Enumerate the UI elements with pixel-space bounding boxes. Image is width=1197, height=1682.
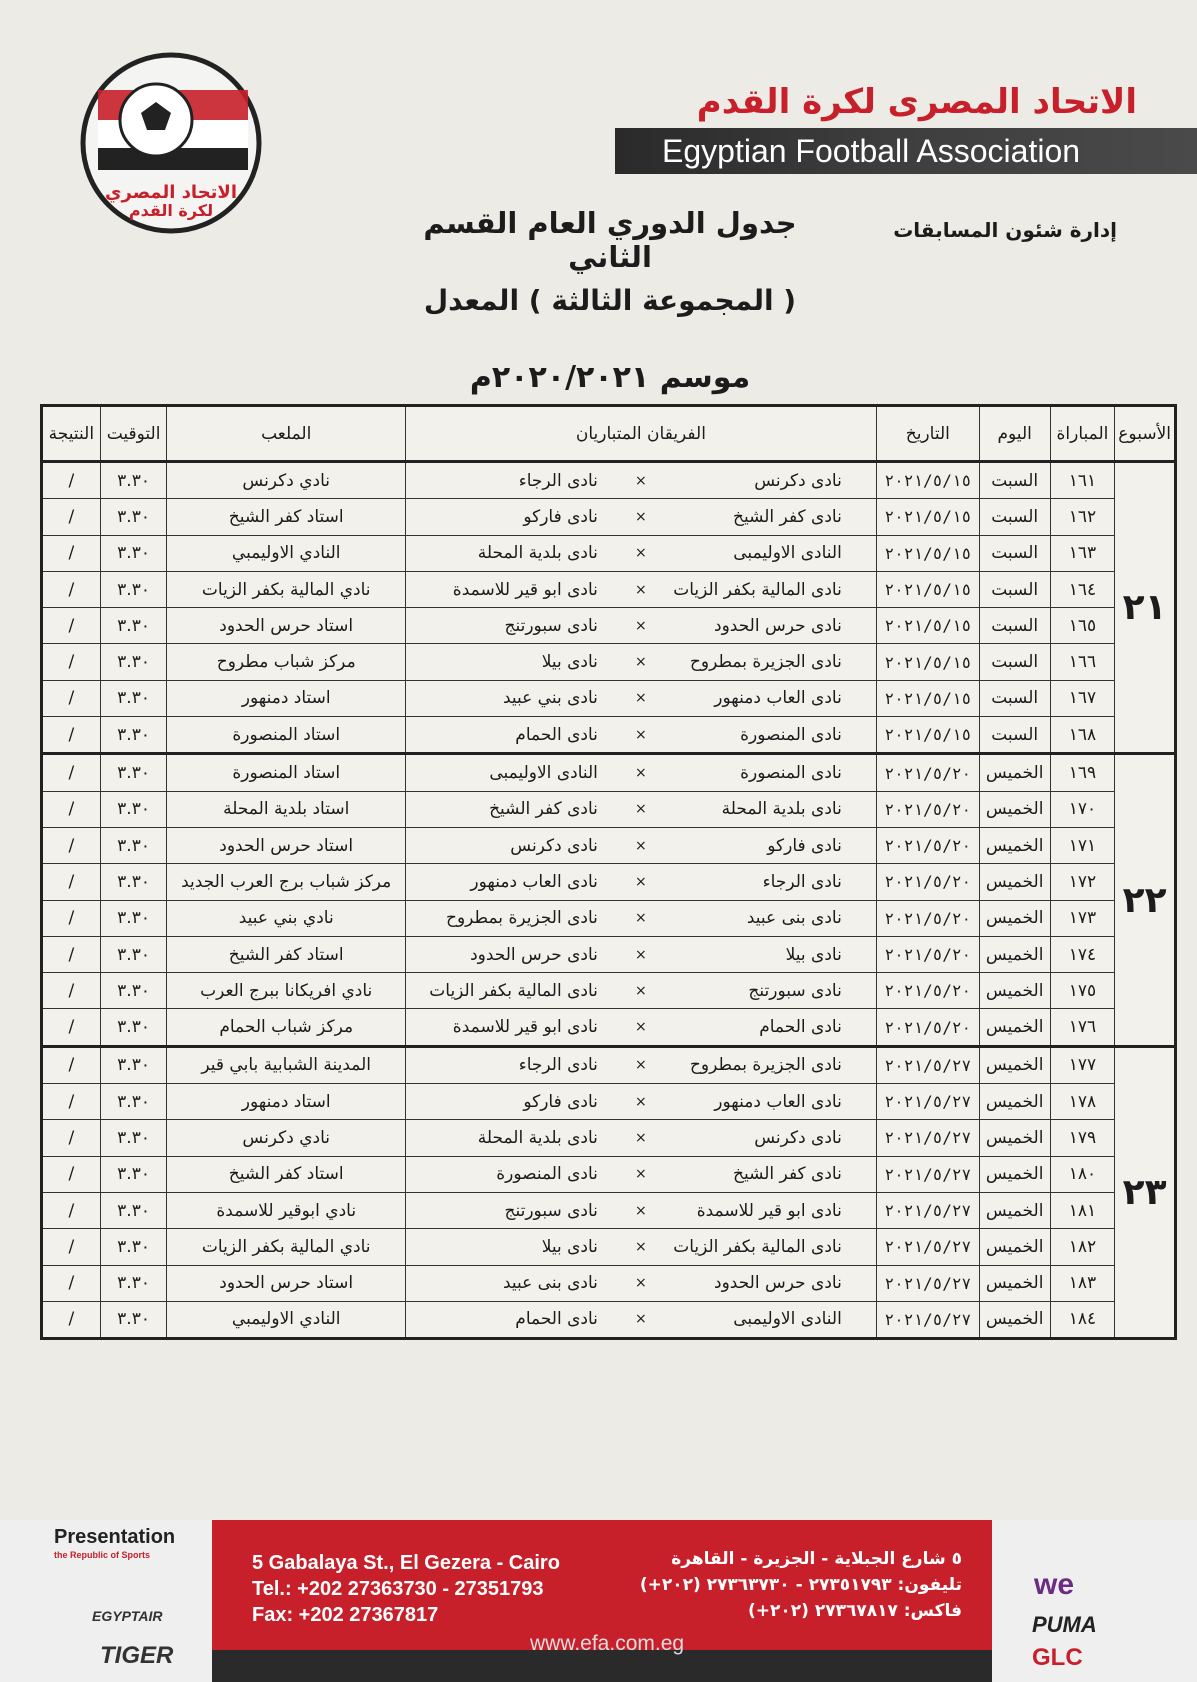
venue: نادي افريكانا ببرج العرب (167, 973, 406, 1009)
venue: نادي المالية بكفر الزيات (167, 1229, 406, 1265)
match-number: ١٨٣ (1050, 1265, 1115, 1301)
venue: استاد المنصورة (167, 754, 406, 791)
match-result: / (42, 717, 101, 754)
season-label: موسم ٢٠٢٠/٢٠٢١م (469, 360, 751, 395)
match-day: الخميس (979, 1192, 1050, 1228)
fax-en: Fax: +202 27367817 (252, 1604, 439, 1626)
match-day: الخميس (979, 1046, 1050, 1083)
col-teams: الفريقان المتباريان (405, 406, 876, 462)
venue: استاد كفر الشيخ (167, 499, 406, 535)
table-row (42, 791, 1176, 827)
away-team: نادى سبورتنج (405, 608, 631, 644)
match-day: السبت (979, 608, 1050, 644)
match-date: ٢٠٢١/٥/٢٠ (876, 1009, 979, 1046)
match-day: الخميس (979, 1301, 1050, 1338)
home-team: نادى الجزيرة بمطروح (650, 1046, 876, 1083)
home-team: النادى الاوليمبى (650, 535, 876, 571)
match-result: / (42, 827, 101, 863)
home-team: نادى دكرنس (650, 462, 876, 499)
department-label: إدارة شئون المسابقات (893, 218, 1117, 242)
away-team: نادى بني عبيد (405, 680, 631, 716)
away-team: نادى ابو قير للاسمدة (405, 1009, 631, 1046)
match-result: / (42, 973, 101, 1009)
home-team: نادى الحمام (650, 1009, 876, 1046)
away-team: نادى بلدية المحلة (405, 1120, 631, 1156)
sponsor-puma: PUMA (1032, 1612, 1097, 1637)
kickoff-time: ٣.٣٠ (100, 1009, 167, 1046)
vs-symbol: × (632, 1046, 650, 1083)
match-day: الخميس (979, 973, 1050, 1009)
away-team: نادى الحمام (405, 1301, 631, 1338)
match-day: الخميس (979, 1084, 1050, 1120)
table-row (42, 644, 1176, 680)
match-result: / (42, 571, 101, 607)
match-date: ٢٠٢١/٥/٢٠ (876, 791, 979, 827)
match-day: السبت (979, 717, 1050, 754)
vs-symbol: × (632, 791, 650, 827)
contact-banner (212, 1520, 992, 1650)
match-result: / (42, 1192, 101, 1228)
table-row (42, 1301, 1176, 1338)
kickoff-time: ٣.٣٠ (100, 936, 167, 972)
federation-title-ar: الاتحاد المصرى لكرة القدم (696, 82, 1137, 122)
venue: استاد حرس الحدود (167, 1265, 406, 1301)
kickoff-time: ٣.٣٠ (100, 1229, 167, 1265)
match-number: ١٧٣ (1050, 900, 1115, 936)
venue: النادي الاوليمبي (167, 535, 406, 571)
kickoff-time: ٣.٣٠ (100, 864, 167, 900)
home-team: نادى ابو قير للاسمدة (650, 1192, 876, 1228)
match-number: ١٨٠ (1050, 1156, 1115, 1192)
kickoff-time: ٣.٣٠ (100, 717, 167, 754)
match-result: / (42, 644, 101, 680)
match-day: الخميس (979, 754, 1050, 791)
table-row (42, 973, 1176, 1009)
sponsor-we: we (1034, 1568, 1075, 1601)
kickoff-time: ٣.٣٠ (100, 754, 167, 791)
match-day: الخميس (979, 900, 1050, 936)
match-date: ٢٠٢١/٥/٢٧ (876, 1265, 979, 1301)
home-team: نادى دكرنس (650, 1120, 876, 1156)
table-header-row (42, 406, 1176, 462)
venue: استاد المنصورة (167, 717, 406, 754)
match-date: ٢٠٢١/٥/٢٧ (876, 1046, 979, 1083)
kickoff-time: ٣.٣٠ (100, 1192, 167, 1228)
vs-symbol: × (632, 499, 650, 535)
match-number: ١٦٢ (1050, 499, 1115, 535)
table-row (42, 1084, 1176, 1120)
vs-symbol: × (632, 1120, 650, 1156)
table-row (42, 1265, 1176, 1301)
table-row (42, 1120, 1176, 1156)
match-day: الخميس (979, 1120, 1050, 1156)
vs-symbol: × (632, 717, 650, 754)
table-row (42, 717, 1176, 754)
venue: نادي دكرنس (167, 462, 406, 499)
match-number: ١٦٤ (1050, 571, 1115, 607)
match-number: ١٨١ (1050, 1192, 1115, 1228)
vs-symbol: × (632, 900, 650, 936)
home-team: نادى الرجاء (650, 864, 876, 900)
match-date: ٢٠٢١/٥/٢٠ (876, 973, 979, 1009)
page-title: جدول الدوري العام القسم الثاني (423, 206, 797, 274)
tel-ar: تليفون: ٢٧٣٥١٧٩٣ - ٢٧٣٦٣٧٣٠ (٢٠٢+) (639, 1575, 962, 1595)
table-row (42, 936, 1176, 972)
venue: استاد كفر الشيخ (167, 936, 406, 972)
table-row (42, 535, 1176, 571)
vs-symbol: × (632, 827, 650, 863)
match-day: الخميس (979, 1009, 1050, 1046)
away-team: نادى فاركو (405, 499, 631, 535)
home-team: نادى بيلا (650, 936, 876, 972)
sponsor-egyptair: EGYPTAIR (92, 1608, 163, 1624)
venue: استاد حرس الحدود (167, 608, 406, 644)
vs-symbol: × (632, 754, 650, 791)
match-result: / (42, 608, 101, 644)
vs-symbol: × (632, 1156, 650, 1192)
table-row (42, 571, 1176, 607)
match-day: الخميس (979, 1156, 1050, 1192)
away-team: نادى حرس الحدود (405, 936, 631, 972)
match-result: / (42, 936, 101, 972)
match-result: / (42, 1265, 101, 1301)
table-row (42, 462, 1176, 499)
kickoff-time: ٣.٣٠ (100, 900, 167, 936)
week-number: ٢١ (1115, 462, 1176, 754)
vs-symbol: × (632, 973, 650, 1009)
match-date: ٢٠٢١/٥/١٥ (876, 499, 979, 535)
venue: استاد بلدية المحلة (167, 791, 406, 827)
vs-symbol: × (632, 864, 650, 900)
vs-symbol: × (632, 936, 650, 972)
home-team: نادى العاب دمنهور (650, 1084, 876, 1120)
table-row (42, 900, 1176, 936)
sponsors-left (0, 1520, 212, 1682)
footer (0, 1520, 1197, 1682)
vs-symbol: × (632, 1192, 650, 1228)
match-number: ١٦١ (1050, 462, 1115, 499)
kickoff-time: ٣.٣٠ (100, 680, 167, 716)
match-result: / (42, 535, 101, 571)
table-row (42, 608, 1176, 644)
home-team: نادى الجزيرة بمطروح (650, 644, 876, 680)
match-number: ١٧٨ (1050, 1084, 1115, 1120)
fixtures-table (40, 404, 1177, 1340)
kickoff-time: ٣.٣٠ (100, 535, 167, 571)
match-date: ٢٠٢١/٥/٢٠ (876, 936, 979, 972)
vs-symbol: × (632, 1265, 650, 1301)
away-team: نادى بلدية المحلة (405, 535, 631, 571)
kickoff-time: ٣.٣٠ (100, 973, 167, 1009)
home-team: النادى الاوليمبى (650, 1301, 876, 1338)
match-number: ١٨٤ (1050, 1301, 1115, 1338)
match-result: / (42, 900, 101, 936)
venue: نادي ابوقير للاسمدة (167, 1192, 406, 1228)
sponsor-glc: GLC (1032, 1644, 1083, 1671)
col-time: التوقيت (100, 406, 167, 462)
match-result: / (42, 680, 101, 716)
match-number: ١٦٧ (1050, 680, 1115, 716)
venue: النادي الاوليمبي (167, 1301, 406, 1338)
home-team: نادى حرس الحدود (650, 1265, 876, 1301)
home-team: نادى المالية بكفر الزيات (650, 571, 876, 607)
match-number: ١٧٩ (1050, 1120, 1115, 1156)
vs-symbol: × (632, 535, 650, 571)
match-result: / (42, 1084, 101, 1120)
match-date: ٢٠٢١/٥/٢٧ (876, 1156, 979, 1192)
match-day: السبت (979, 680, 1050, 716)
venue: نادي دكرنس (167, 1120, 406, 1156)
match-date: ٢٠٢١/٥/٢٧ (876, 1229, 979, 1265)
kickoff-time: ٣.٣٠ (100, 1265, 167, 1301)
match-day: الخميس (979, 1265, 1050, 1301)
kickoff-time: ٣.٣٠ (100, 827, 167, 863)
match-date: ٢٠٢١/٥/١٥ (876, 680, 979, 716)
sponsors-right (992, 1520, 1197, 1682)
table-row (42, 1229, 1176, 1265)
kickoff-time: ٣.٣٠ (100, 1120, 167, 1156)
website-link[interactable]: www.efa.com.eg (530, 1632, 685, 1655)
home-team: نادى المنصورة (650, 754, 876, 791)
match-result: / (42, 791, 101, 827)
kickoff-time: ٣.٣٠ (100, 644, 167, 680)
match-date: ٢٠٢١/٥/٢٧ (876, 1084, 979, 1120)
match-number: ١٦٩ (1050, 754, 1115, 791)
col-match: المباراة (1050, 406, 1115, 462)
svg-text:الاتحاد المصري: الاتحاد المصري (105, 182, 237, 203)
federation-title-en: Egyptian Football Association (615, 128, 1197, 174)
match-result: / (42, 1120, 101, 1156)
table-row (42, 864, 1176, 900)
match-date: ٢٠٢١/٥/١٥ (876, 644, 979, 680)
contact-en (252, 1550, 560, 1628)
match-day: الخميس (979, 827, 1050, 863)
venue: استاد حرس الحدود (167, 827, 406, 863)
venue: مركز شباب برج العرب الجديد (167, 864, 406, 900)
match-day: السبت (979, 499, 1050, 535)
home-team: نادى المنصورة (650, 717, 876, 754)
sponsor-tiger: TIGER (100, 1642, 174, 1669)
match-number: ١٧٧ (1050, 1046, 1115, 1083)
away-team: نادى العاب دمنهور (405, 864, 631, 900)
table-row (42, 1192, 1176, 1228)
col-date: التاريخ (876, 406, 979, 462)
match-number: ١٧٢ (1050, 864, 1115, 900)
home-team: نادى حرس الحدود (650, 608, 876, 644)
match-date: ٢٠٢١/٥/٢٠ (876, 754, 979, 791)
match-number: ١٧١ (1050, 827, 1115, 863)
venue: المدينة الشبابية بابي قير (167, 1046, 406, 1083)
vs-symbol: × (632, 1084, 650, 1120)
match-date: ٢٠٢١/٥/٢٠ (876, 864, 979, 900)
address-en: 5 Gabalaya St., El Gezera - Cairo (252, 1552, 560, 1574)
col-result: النتيجة (42, 406, 101, 462)
table-row (42, 499, 1176, 535)
match-result: / (42, 1301, 101, 1338)
week-number: ٢٣ (1115, 1046, 1176, 1338)
venue: مركز شباب مطروح (167, 644, 406, 680)
venue: استاد كفر الشيخ (167, 1156, 406, 1192)
home-team: نادى فاركو (650, 827, 876, 863)
match-date: ٢٠٢١/٥/١٥ (876, 571, 979, 607)
match-day: السبت (979, 535, 1050, 571)
home-team: نادى بلدية المحلة (650, 791, 876, 827)
fax-ar: فاكس: ٢٧٣٦٧٨١٧ (٢٠٢+) (747, 1601, 962, 1621)
kickoff-time: ٣.٣٠ (100, 1084, 167, 1120)
kickoff-time: ٣.٣٠ (100, 791, 167, 827)
away-team: نادى الجزيرة بمطروح (405, 900, 631, 936)
match-day: السبت (979, 462, 1050, 499)
home-team: نادى سبورتنج (650, 973, 876, 1009)
kickoff-time: ٣.٣٠ (100, 462, 167, 499)
address-ar: ٥ شارع الجبلاية - الجزيرة - القاهرة (671, 1549, 962, 1569)
match-result: / (42, 499, 101, 535)
match-day: الخميس (979, 864, 1050, 900)
match-date: ٢٠٢١/٥/٢٧ (876, 1192, 979, 1228)
home-team: نادى كفر الشيخ (650, 499, 876, 535)
venue: نادي المالية بكفر الزيات (167, 571, 406, 607)
match-result: / (42, 1046, 101, 1083)
match-result: / (42, 1229, 101, 1265)
table-row (42, 1156, 1176, 1192)
away-team: نادى دكرنس (405, 827, 631, 863)
match-result: / (42, 1156, 101, 1192)
match-number: ١٦٦ (1050, 644, 1115, 680)
sponsor-presentation: Presentation (54, 1526, 176, 1548)
away-team: نادى بيلا (405, 644, 631, 680)
table-row (42, 1046, 1176, 1083)
svg-text:لكرة القدم: لكرة القدم (128, 201, 214, 220)
away-team: نادى فاركو (405, 1084, 631, 1120)
match-date: ٢٠٢١/٥/٢٠ (876, 900, 979, 936)
away-team: نادى الحمام (405, 717, 631, 754)
kickoff-time: ٣.٣٠ (100, 1156, 167, 1192)
vs-symbol: × (632, 644, 650, 680)
match-number: ١٧٥ (1050, 973, 1115, 1009)
away-team: نادى بنى عبيد (405, 1265, 631, 1301)
away-team: نادى الرجاء (405, 462, 631, 499)
match-date: ٢٠٢١/٥/١٥ (876, 608, 979, 644)
match-date: ٢٠٢١/٥/١٥ (876, 535, 979, 571)
vs-symbol: × (632, 1301, 650, 1338)
match-number: ١٦٨ (1050, 717, 1115, 754)
match-result: / (42, 864, 101, 900)
match-number: ١٦٥ (1050, 608, 1115, 644)
vs-symbol: × (632, 680, 650, 716)
kickoff-time: ٣.٣٠ (100, 1046, 167, 1083)
away-team: نادى كفر الشيخ (405, 791, 631, 827)
match-day: الخميس (979, 936, 1050, 972)
venue: استاد دمنهور (167, 680, 406, 716)
vs-symbol: × (632, 571, 650, 607)
away-team: نادى المنصورة (405, 1156, 631, 1192)
col-venue: الملعب (167, 406, 406, 462)
home-team: نادى كفر الشيخ (650, 1156, 876, 1192)
match-number: ١٨٢ (1050, 1229, 1115, 1265)
efa-logo (78, 50, 264, 236)
tel-en: Tel.: +202 27363730 - 27351793 (252, 1578, 544, 1600)
col-day: اليوم (979, 406, 1050, 462)
col-week: الأسبوع (1115, 406, 1176, 462)
match-number: ١٧٤ (1050, 936, 1115, 972)
away-team: النادى الاوليمبى (405, 754, 631, 791)
table-row (42, 680, 1176, 716)
match-date: ٢٠٢١/٥/١٥ (876, 717, 979, 754)
home-team: نادى المالية بكفر الزيات (650, 1229, 876, 1265)
kickoff-time: ٣.٣٠ (100, 571, 167, 607)
match-day: السبت (979, 571, 1050, 607)
vs-symbol: × (632, 462, 650, 499)
match-day: السبت (979, 644, 1050, 680)
kickoff-time: ٣.٣٠ (100, 499, 167, 535)
match-date: ٢٠٢١/٥/٢٧ (876, 1120, 979, 1156)
vs-symbol: × (632, 1009, 650, 1046)
sponsor-tagline: the Republic of Sports (54, 1550, 151, 1560)
away-team: نادى ابو قير للاسمدة (405, 571, 631, 607)
match-date: ٢٠٢١/٥/٢٠ (876, 827, 979, 863)
home-team: نادى العاب دمنهور (650, 680, 876, 716)
table-row (42, 827, 1176, 863)
venue: نادي بني عبيد (167, 900, 406, 936)
match-day: الخميس (979, 791, 1050, 827)
home-team: نادى بنى عبيد (650, 900, 876, 936)
kickoff-time: ٣.٣٠ (100, 608, 167, 644)
away-team: نادى بيلا (405, 1229, 631, 1265)
away-team: نادى سبورتنج (405, 1192, 631, 1228)
vs-symbol: × (632, 1229, 650, 1265)
kickoff-time: ٣.٣٠ (100, 1301, 167, 1338)
contact-ar (640, 1546, 962, 1624)
match-number: ١٧٠ (1050, 791, 1115, 827)
group-title: ( المجموعة الثالثة ) المعدل (423, 284, 797, 317)
table-row (42, 1009, 1176, 1046)
match-number: ١٦٣ (1050, 535, 1115, 571)
vs-symbol: × (632, 608, 650, 644)
away-team: نادى الرجاء (405, 1046, 631, 1083)
match-date: ٢٠٢١/٥/٢٧ (876, 1301, 979, 1338)
away-team: نادى المالية بكفر الزيات (405, 973, 631, 1009)
match-result: / (42, 462, 101, 499)
match-day: الخميس (979, 1229, 1050, 1265)
venue: مركز شباب الحمام (167, 1009, 406, 1046)
match-result: / (42, 754, 101, 791)
venue: استاد دمنهور (167, 1084, 406, 1120)
match-result: / (42, 1009, 101, 1046)
week-number: ٢٢ (1115, 754, 1176, 1046)
match-date: ٢٠٢١/٥/١٥ (876, 462, 979, 499)
table-row (42, 754, 1176, 791)
match-number: ١٧٦ (1050, 1009, 1115, 1046)
